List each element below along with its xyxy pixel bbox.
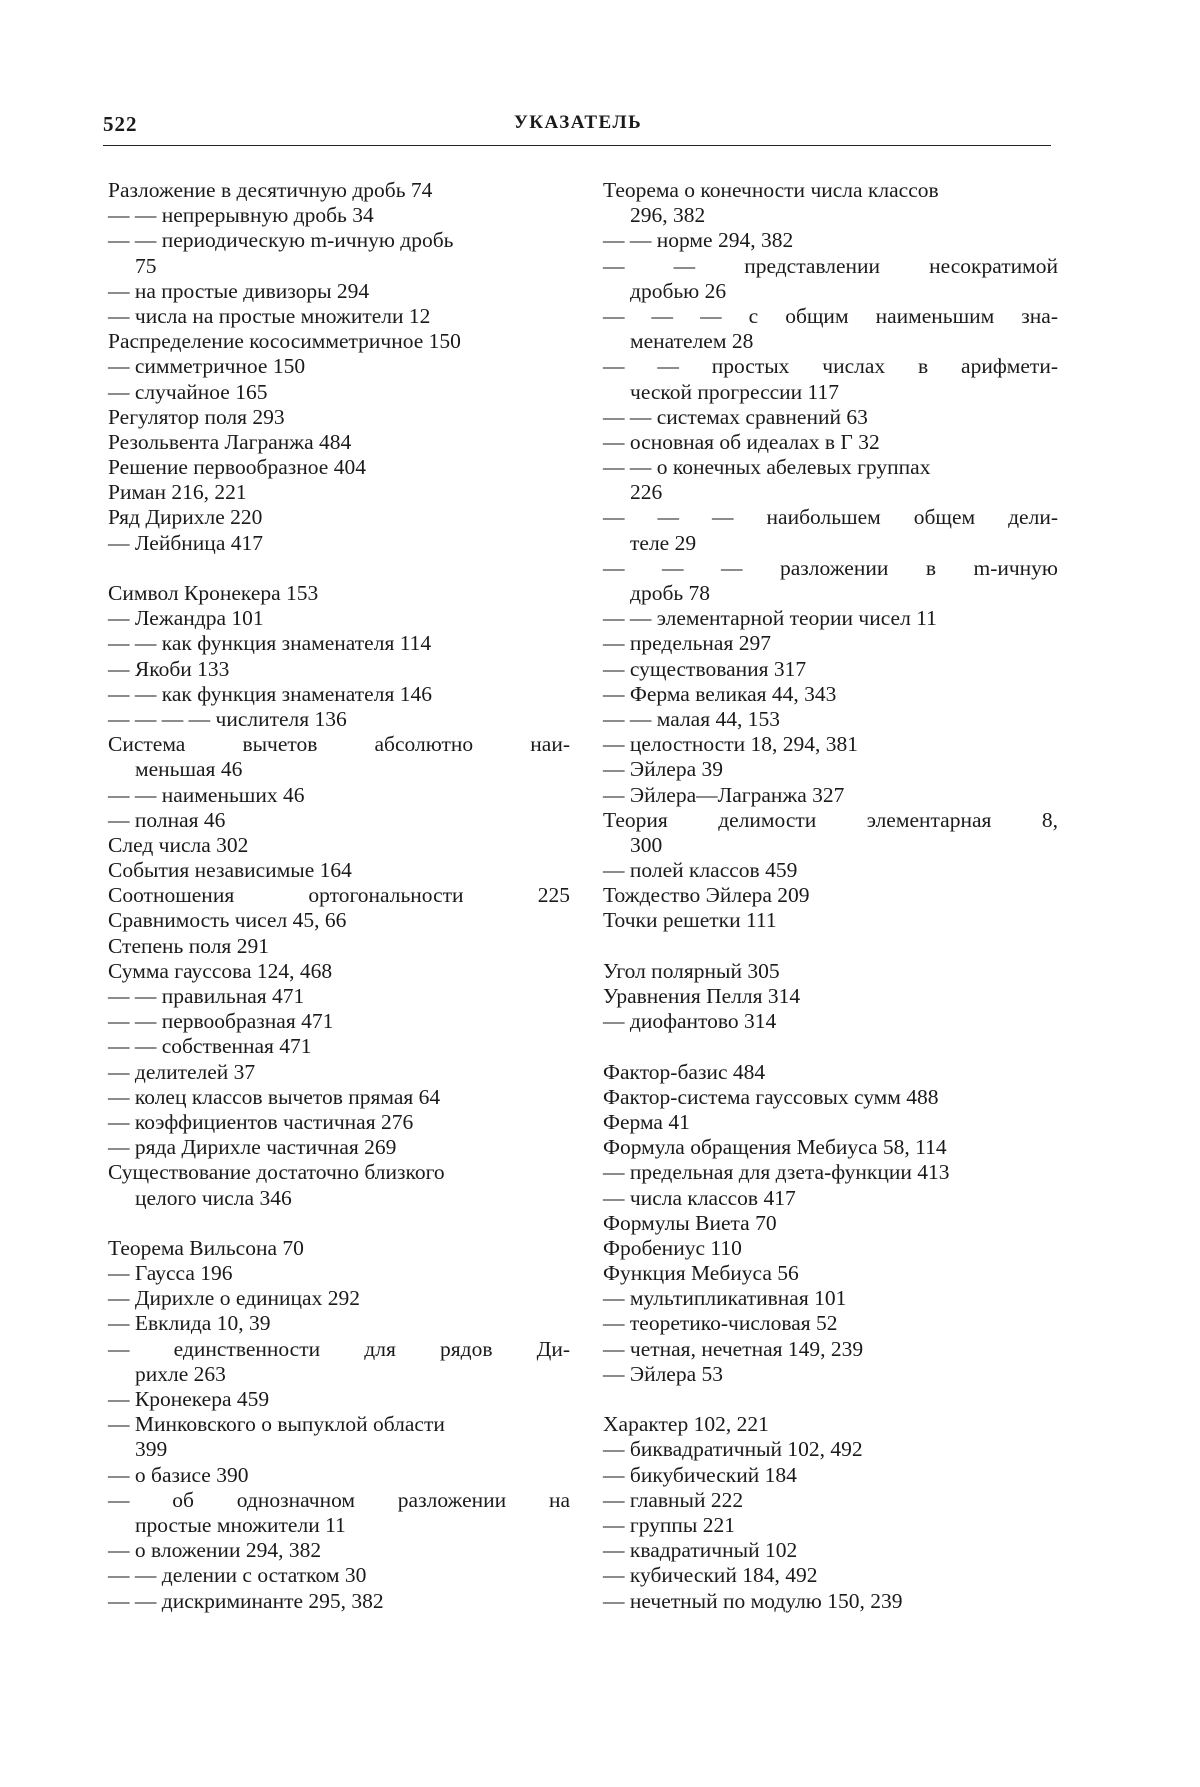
index-entry: Фактор-система гауссовых сумм 488 xyxy=(603,1084,939,1109)
index-entry: — — собственная 471 xyxy=(108,1034,312,1059)
index-entry: — — норме 294, 382 xyxy=(603,228,794,253)
index-entry: — четная, нечетная 149, 239 xyxy=(603,1336,864,1361)
index-entry: простые множители 11 xyxy=(135,1512,346,1537)
index-entry: — ряда Дирихле частичная 269 xyxy=(108,1135,397,1160)
index-entry: 296, 382 xyxy=(630,203,706,228)
index-spacer xyxy=(108,1211,570,1236)
index-entry: — Эйлера 53 xyxy=(603,1361,724,1386)
index-entry: — Эйлера—Лагранжа 327 xyxy=(603,782,845,807)
index-entry: — единственности для рядов Ди- xyxy=(108,1336,570,1361)
index-entry: — — — с общим наименьшим зна- xyxy=(603,303,1058,328)
index-entry: Характер 102, 221 xyxy=(603,1412,769,1437)
index-entry: Решение первообразное 404 xyxy=(108,455,366,480)
index-entry: — — правильная 471 xyxy=(108,984,305,1008)
index-entry: 75 xyxy=(135,253,157,278)
index-entry: ческой прогрессии 117 xyxy=(630,379,839,404)
index-entry: Формулы Виета 70 xyxy=(603,1210,777,1235)
index-entry: Теорема Вильсона 70 xyxy=(108,1235,304,1260)
index-entry: — целостности 18, 294, 381 xyxy=(603,732,858,757)
index-entry: — биквадратичный 102, 492 xyxy=(603,1437,863,1462)
index-entry: — — — разложении в m-ичную xyxy=(603,555,1058,580)
index-entry: — полей классов 459 xyxy=(603,858,798,883)
index-entry: События независимые 164 xyxy=(108,858,352,883)
index-entry: Риман 216, 221 xyxy=(108,480,247,505)
index-entry: 226 xyxy=(630,480,663,505)
index-entry: — — — наибольшем общем дели- xyxy=(603,505,1058,530)
index-entry: Регулятор поля 293 xyxy=(108,404,285,429)
index-entry: — — простых числах в арифмети- xyxy=(603,354,1058,379)
index-entry: — — наименьших 46 xyxy=(108,782,305,807)
index-entry: — — системах сравнений 63 xyxy=(603,404,868,429)
index-entry: Фробениус 110 xyxy=(603,1235,742,1260)
index-entry: — — — — числителя 136 xyxy=(108,706,347,731)
index-spacer xyxy=(603,1034,1058,1059)
index-entry: — Якоби 133 xyxy=(108,656,230,681)
index-entry: Существование достаточно близкого xyxy=(108,1160,445,1185)
index-entry: Угол полярный 305 xyxy=(603,958,780,983)
index-entry: — квадратичный 102 xyxy=(603,1538,798,1563)
index-entry: Точки решетки 111 xyxy=(603,908,777,933)
index-entry: — — элементарной теории чисел 11 xyxy=(603,606,937,631)
index-entry: — предельная для дзета-функции 413 xyxy=(603,1160,950,1185)
index-entry: — Гаусса 196 xyxy=(108,1261,233,1286)
index-entry: Распределение кососимметричное 150 xyxy=(108,329,461,354)
index-entry: — диофантово 314 xyxy=(603,1009,777,1034)
index-entry: целого числа 346 xyxy=(135,1185,292,1210)
index-entry: — колец классов вычетов прямая 64 xyxy=(108,1084,441,1109)
index-entry: — коэффициентов частичная 276 xyxy=(108,1109,414,1134)
index-entry: — — о конечных абелевых группах xyxy=(603,455,931,480)
index-entry: — теоретико-числовая 52 xyxy=(603,1311,838,1336)
index-entry: Формула обращения Мебиуса 58, 114 xyxy=(603,1135,947,1160)
index-entry: рихле 263 xyxy=(135,1361,226,1386)
index-entry: Система вычетов абсолютно наи- xyxy=(108,732,570,757)
index-entry: — Минковского о выпуклой области xyxy=(108,1412,445,1437)
index-entry: — Евклида 10, 39 xyxy=(108,1311,271,1336)
index-entry: Степень поля 291 xyxy=(108,933,269,958)
index-entry: Тождество Эйлера 209 xyxy=(603,883,810,908)
index-entry: — — первообразная 471 xyxy=(108,1009,334,1034)
index-entry: Теорема о конечности числа классов xyxy=(603,178,939,202)
index-entry: — — как функция знаменателя 146 xyxy=(108,681,432,706)
index-entry: — группы 221 xyxy=(603,1512,735,1537)
index-entry: — Ферма великая 44, 343 xyxy=(603,681,837,706)
index-entry: — — делении с остатком 30 xyxy=(108,1563,367,1588)
index-entry: Соотношения ортогональности 225 xyxy=(108,883,570,908)
index-entry: — — дискриминанте 295, 382 xyxy=(108,1588,384,1613)
index-column-right xyxy=(603,178,1058,1614)
index-entry: — — малая 44, 153 xyxy=(603,706,780,731)
index-entry: Резольвента Лагранжа 484 xyxy=(108,429,352,454)
index-entry: Ферма 41 xyxy=(603,1109,690,1134)
index-entry: дробью 26 xyxy=(630,278,727,303)
index-entry: Уравнения Пелля 314 xyxy=(603,984,801,1008)
index-entry: меньшая 46 xyxy=(135,757,243,782)
index-entry: — существования 317 xyxy=(603,656,807,681)
index-entry: Теория делимости элементарная 8, xyxy=(603,807,1058,832)
index-entry: — числа на простые множители 12 xyxy=(108,303,431,328)
index-entry: — полная 46 xyxy=(108,807,226,832)
index-entry: менателем 28 xyxy=(630,329,754,354)
index-entry: — случайное 165 xyxy=(108,379,268,404)
running-title: УКАЗАТЕЛЬ xyxy=(513,112,643,133)
index-column-left xyxy=(108,178,570,1614)
index-entry: — главный 222 xyxy=(603,1487,744,1512)
index-entry: — нечетный по модулю 150, 239 xyxy=(603,1588,903,1613)
page-number: 522 xyxy=(103,112,138,136)
running-head xyxy=(103,112,1053,142)
index-entry: — кубический 184, 492 xyxy=(603,1563,818,1588)
index-spacer xyxy=(603,1387,1058,1412)
index-entry: — Лежандра 101 xyxy=(108,606,264,631)
index-entry: — — периодическую m-ичную дробь xyxy=(108,228,454,253)
index-entry: — Кронекера 459 xyxy=(108,1387,270,1411)
index-entry: — симметричное 150 xyxy=(108,354,306,379)
index-entry: — Дирихле о единицах 292 xyxy=(108,1286,360,1311)
index-entry: — числа классов 417 xyxy=(603,1185,796,1210)
index-entry: — об однозначном разложении на xyxy=(108,1487,570,1512)
index-entry: — мультипликативная 101 xyxy=(603,1286,847,1311)
index-entry: — Эйлера 39 xyxy=(603,757,724,782)
index-entry: — бикубический 184 xyxy=(603,1462,797,1487)
index-entry: теле 29 xyxy=(630,530,697,555)
index-entry: — о базисе 390 xyxy=(108,1462,249,1487)
index-entry: — предельная 297 xyxy=(603,631,771,656)
index-entry: — на простые дивизоры 294 xyxy=(108,278,370,303)
index-entry: — о вложении 294, 382 xyxy=(108,1538,322,1563)
index-entry: След числа 302 xyxy=(108,832,249,857)
index-spacer xyxy=(108,556,570,581)
index-entry: — — непрерывную дробь 34 xyxy=(108,203,374,228)
index-entry: 399 xyxy=(135,1437,168,1462)
index-entry: — основная об идеалах в Г 32 xyxy=(603,429,880,454)
index-entry: Фактор-базис 484 xyxy=(603,1059,766,1084)
index-entry: Разложение в десятичную дробь 74 xyxy=(108,178,433,202)
index-entry: 300 xyxy=(630,832,663,857)
index-entry: Символ Кронекера 153 xyxy=(108,581,319,605)
index-entry: — делителей 37 xyxy=(108,1059,256,1084)
index-entry: дробь 78 xyxy=(630,581,711,605)
index-entry: Ряд Дирихле 220 xyxy=(108,505,263,530)
index-spacer xyxy=(603,934,1058,959)
index-entry: — — как функция знаменателя 114 xyxy=(108,631,432,656)
index-entry: Сумма гауссова 124, 468 xyxy=(108,958,333,983)
index-entry: Сравнимость чисел 45, 66 xyxy=(108,908,347,933)
index-entry: Функция Мебиуса 56 xyxy=(603,1261,799,1286)
header-rule xyxy=(103,145,1051,146)
index-entry: — — представлении несократимой xyxy=(603,253,1058,278)
index-entry: — Лейбница 417 xyxy=(108,530,263,555)
